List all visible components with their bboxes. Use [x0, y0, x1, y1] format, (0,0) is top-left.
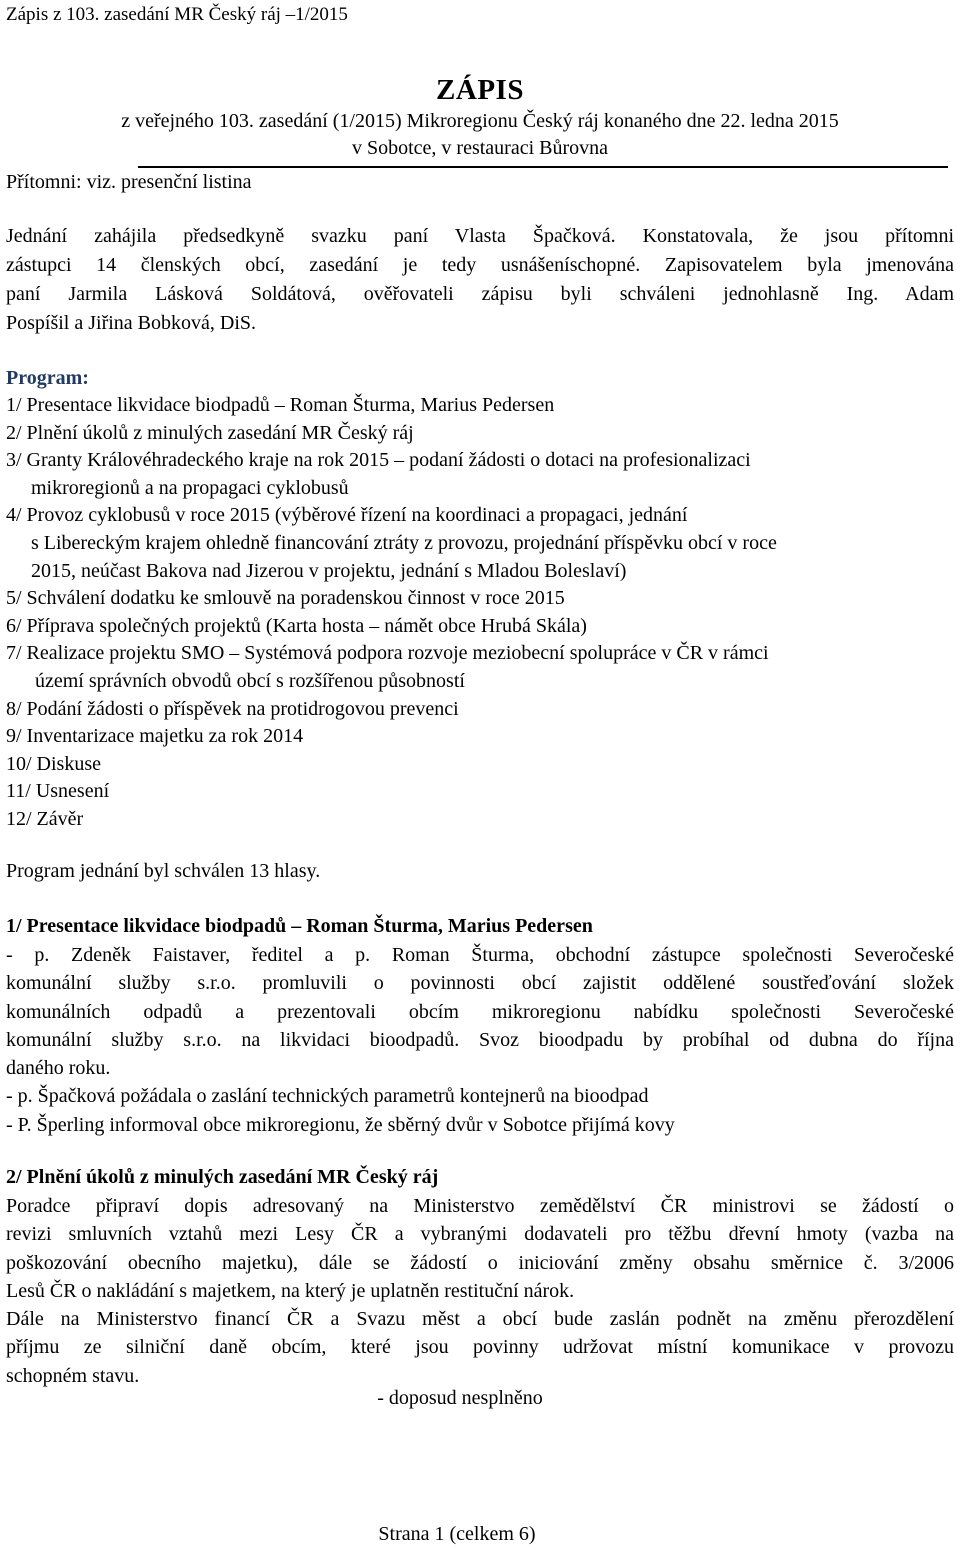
section-2-body — [6, 1192, 954, 1390]
program-item: 2/ Plnění úkolů z minulých zasedání MR Český ráj — [6, 421, 414, 444]
section-1-line: daného roku. — [6, 1057, 111, 1080]
document-subtitle-1: z veřejného 103. zasedání (1/2015) Mikroregionu Český ráj konaného dne 22. ledna 2015 — [121, 110, 839, 132]
section-2-line: Poradce připraví dopis adresovaný na Ministerstvo zemědělství ČR ministrovi se žádostí o — [6, 1195, 954, 1217]
header-rule — [138, 166, 948, 168]
section-1-line: komunální služby s.r.o. na likvidaci bioodpadů. Svoz bioodpadu by probíhal od dubna do října — [6, 1028, 954, 1051]
section-2-line: poškozování obecního majetku), dále se žádostí o iniciování změny obsahu směrnice č. 3/2006 — [6, 1251, 954, 1274]
section-1-line: - p. Špačková požádala o zaslání technických parametrů kontejnerů na bioodpad — [6, 1085, 649, 1108]
section-2-status: - doposud nesplněno — [377, 1387, 543, 1409]
program-item: 11/ Usnesení — [6, 780, 110, 803]
program-item: 8/ Podání žádosti o příspěvek na protidrogovou prevenci — [6, 697, 459, 720]
section-2-line: schopném stavu. — [6, 1364, 140, 1387]
program-approval: Program jednání byl schválen 13 hlasy. — [6, 860, 321, 882]
running-header: Zápis z 103. zasedání MR Český ráj –1/2015 — [6, 4, 348, 25]
section-1-body — [6, 941, 954, 1139]
section-1-line: komunálních odpadů a prezentovali obcím mikroregionu nabídku společnosti Severočeské — [6, 1000, 954, 1023]
intro-line: zástupci 14 členských obcí, zasedání je tedy usnášeníschopné. Zapisovatelem byla jmenována — [6, 254, 954, 276]
program-item: 1/ Presentace likvidace biodpadů – Roman Šturma, Marius Pedersen — [6, 394, 555, 416]
program-item: 7/ Realizace projektu SMO – Systémová podpora rozvoje meziobecní spolupráce v ČR v rámci — [6, 642, 769, 665]
program-item: území správních obvodů obcí s rozšířenou působností — [35, 669, 465, 692]
document-title: ZÁPIS — [436, 74, 524, 106]
program-item: 4/ Provoz cyklobusů v roce 2015 (výběrové řízení na koordinaci a propagaci, jednání — [6, 504, 688, 527]
section-1-line: - p. Zdeněk Faistaver, ředitel a p. Roman Šturma, obchodní zástupce společnosti Severočeské — [6, 944, 954, 966]
document-subtitle-2: v Sobotce, v restauraci Bůrovna — [351, 137, 609, 159]
program-item: 2015, neúčast Bakova nad Jizerou v projektu, jednání s Mladou Boleslaví) — [31, 559, 627, 582]
program-agenda-list — [6, 392, 954, 834]
program-item: s Libereckým krajem ohledně financování ztráty z provozu, projednání příspěvku obcí v roce — [31, 531, 777, 554]
page-footer: Strana 1 (celkem 6) — [378, 1523, 536, 1545]
program-item: 6/ Příprava společných projektů (Karta hosta – námět obce Hrubá Skála) — [6, 614, 587, 637]
section-2-line: Lesů ČR o nakládání s majetkem, na který je uplatněn restituční nárok. — [6, 1279, 575, 1302]
program-item: 10/ Diskuse — [6, 752, 101, 775]
section-2-line: Dále na Ministerstvo financí ČR a Svazu měst a obcí bude zaslán podnět na změnu přerozdělení — [6, 1308, 954, 1331]
section-1-heading: 1/ Presentace likvidace biodpadů – Roman Šturma, Marius Pedersen — [6, 915, 593, 937]
section-1-line: komunální služby s.r.o. promluvili o povinnosti obcí zajistit oddělené soustřeďování složek — [6, 972, 954, 995]
program-item: 9/ Inventarizace majetku za rok 2014 — [6, 725, 304, 748]
intro-line: paní Jarmila Lásková Soldátová, ověřovateli zápisu byli schváleni jednohlasně Ing. Adam — [6, 283, 954, 305]
intro-line: Jednání zahájila předsedkyně svazku paní Vlasta Špačková. Konstatovala, že jsou přítomni — [6, 225, 954, 247]
section-2-line: revizi smluvních vztahů mezi Lesy ČR a vybranými dodavateli pro těžbu dřevní hmoty (vazba na — [6, 1223, 954, 1246]
section-2-line: příjmu ze silniční daně obcím, které jsou povinny udržovat místní komunikace v provozu — [6, 1336, 954, 1359]
program-item: 12/ Závěr — [6, 807, 84, 830]
program-item: mikroregionů a na propagaci cyklobusů — [31, 476, 349, 499]
program-item: 5/ Schválení dodatku ke smlouvě na poradenskou činnost v roce 2015 — [6, 587, 565, 610]
attendance-line: Přítomni: viz. presenční listina — [6, 171, 252, 193]
intro-line: Pospíšil a Jiřina Bobková, DiS. — [6, 312, 257, 334]
section-2-heading: 2/ Plnění úkolů z minulých zasedání MR Český ráj — [6, 1166, 439, 1188]
program-item: 3/ Granty Královéhradeckého kraje na rok 2015 – podaní žádosti o dotaci na profesionalizaci — [6, 449, 751, 472]
intro-paragraph — [6, 222, 954, 338]
section-1-line: - P. Šperling informoval obce mikroregionu, že sběrný dvůr v Sobotce přijímá kovy — [6, 1113, 675, 1136]
program-label: Program: — [6, 367, 89, 389]
